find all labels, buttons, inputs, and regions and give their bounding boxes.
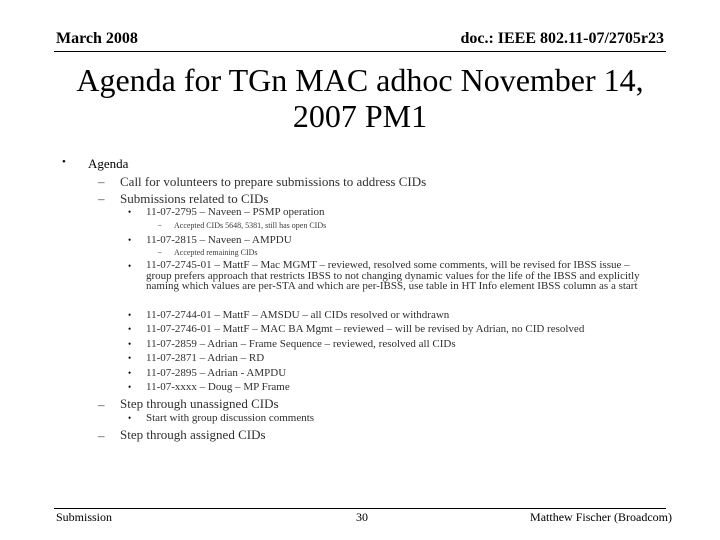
agenda-item-step-assigned: Step through assigned CIDs bbox=[120, 427, 266, 442]
bullet-marker: • bbox=[128, 310, 132, 320]
agenda-item-submissions: Submissions related to CIDs bbox=[120, 191, 269, 206]
header-doc-id: doc.: IEEE 802.11-07/2705r23 bbox=[460, 30, 664, 47]
dash-marker: – bbox=[158, 248, 162, 256]
bullet-marker: • bbox=[128, 353, 132, 363]
slide-title-line2: 2007 PM1 bbox=[292, 98, 428, 134]
agenda-subitem-group-discussion: Start with group discussion comments bbox=[146, 412, 315, 424]
submission-item: 11-07-2815 – Naveen – AMPDU bbox=[146, 234, 292, 246]
bullet-marker: • bbox=[128, 382, 132, 392]
dash-marker: – bbox=[158, 221, 162, 229]
footer-rule bbox=[54, 508, 666, 509]
footer-author: Matthew Fischer (Broadcom) bbox=[530, 510, 672, 524]
bullet-marker: • bbox=[128, 339, 132, 349]
dash-marker: – bbox=[98, 174, 105, 189]
submission-item: 11-07-2871 – Adrian – RD bbox=[146, 352, 265, 364]
bullet-marker: • bbox=[128, 324, 132, 334]
submission-note: Accepted CIDs 5648, 5381, still has open CIDs bbox=[174, 221, 327, 230]
submission-item: 11-07-2746-01 – MattF – MAC BA Mgmt – reviewed – will be revised by Adrian, no CID resolved bbox=[146, 323, 585, 335]
agenda-heading: Agenda bbox=[88, 156, 129, 171]
submission-item: 11-07-2859 – Adrian – Frame Sequence – reviewed, resolved all CIDs bbox=[146, 338, 456, 350]
submission-item: 11-07-2744-01 – MattF – AMSDU – all CIDs resolved or withdrawn bbox=[146, 309, 450, 321]
dash-marker: – bbox=[98, 397, 105, 412]
bullet-marker: • bbox=[128, 368, 132, 378]
submission-item: 11-07-2795 – Naveen – PSMP operation bbox=[146, 206, 325, 218]
agenda-item-step-unassigned: Step through unassigned CIDs bbox=[120, 396, 279, 411]
header-date: March 2008 bbox=[56, 30, 138, 47]
submission-note: Accepted remaining CIDs bbox=[174, 248, 258, 257]
submission-item: 11-07-2895 – Adrian - AMPDU bbox=[146, 367, 287, 379]
slide-title-line1: Agenda for TGn MAC adhoc November 14, bbox=[76, 62, 644, 98]
header-rule bbox=[54, 51, 666, 52]
bullet-marker: • bbox=[128, 207, 132, 217]
dash-marker: – bbox=[98, 191, 105, 206]
submission-item-long: 11-07-2745-01 – MattF – Mac MGMT – reviewed, resolved some comments, will be revised for IBSS issue – group prefers approach that restricts IBSS to not changing dynamic values for the life of the IBSS and explicitly naming which values are per-STA and which are per-IBSS, use table in HT Info element IBSS column as a start bbox=[146, 259, 640, 292]
footer-page-number: 30 bbox=[356, 510, 368, 524]
bullet-marker: • bbox=[128, 261, 132, 271]
bullet-marker: • bbox=[128, 413, 132, 423]
bullet-marker: • bbox=[128, 235, 132, 245]
submission-item: 11-07-xxxx – Doug – MP Frame bbox=[146, 381, 290, 393]
dash-marker: – bbox=[98, 428, 105, 443]
slide-title bbox=[40, 62, 680, 134]
footer-submission: Submission bbox=[56, 510, 113, 524]
bullet-marker: • bbox=[62, 156, 66, 168]
agenda-item-volunteers: Call for volunteers to prepare submissions to address CIDs bbox=[120, 174, 427, 189]
